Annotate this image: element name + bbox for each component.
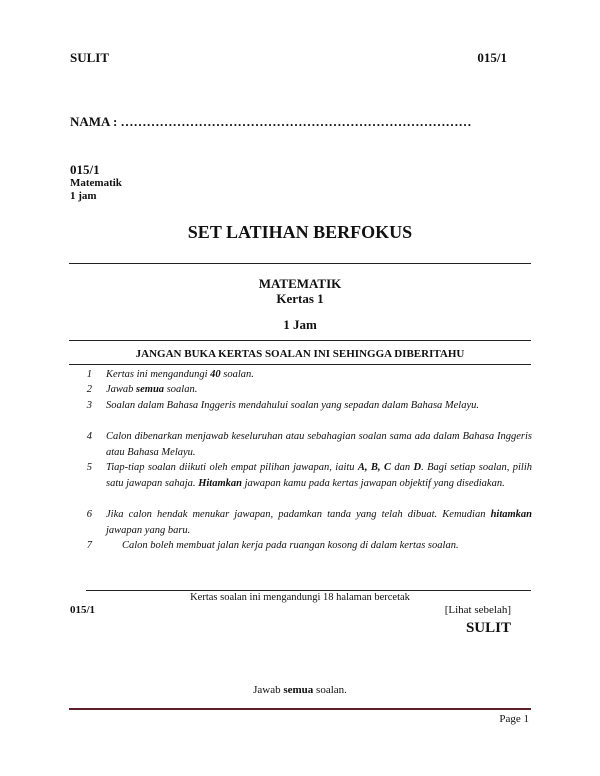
divider xyxy=(69,263,531,264)
instruction-text: Tiap-tiap soalan diikuti oleh empat pilihan jawapan, iaitu A, B, C dan D. Bagi setiap soalan, pilih satu jawapan sahaja. Hitamkan jawapan kamu pada kertas jawapan objektif yang disediakan. xyxy=(106,462,532,489)
see-next-page-label: [Lihat sebelah] xyxy=(444,604,511,616)
classification-label: SULIT xyxy=(70,50,110,65)
paper-duration: 1 jam xyxy=(70,190,97,202)
instruction-item xyxy=(80,538,532,554)
divider xyxy=(69,364,531,365)
instruction-item xyxy=(80,382,532,398)
divider xyxy=(69,340,531,341)
instruction-item xyxy=(80,507,532,538)
instruction-item xyxy=(80,398,532,414)
instruction-item xyxy=(80,367,532,383)
instruction-number: 5 xyxy=(86,462,92,473)
page-number: Page 1 xyxy=(499,713,529,725)
page-footer-divider xyxy=(69,708,531,710)
instruction-number: 4 xyxy=(86,431,92,442)
answer-all-instruction: Jawab semua soalan. xyxy=(253,684,347,696)
instruction-item xyxy=(80,460,532,491)
instruction-number: 1 xyxy=(86,369,92,380)
subject-name: Matematik xyxy=(70,177,122,189)
paper-code-top: 015/1 xyxy=(477,50,507,65)
instruction-number: 7 xyxy=(86,540,92,551)
instruction-text: Calon boleh membuat jalan kerja pada ruangan kosong di dalam kertas soalan. xyxy=(122,540,459,551)
instruction-number: 3 xyxy=(86,400,92,411)
paper-code-bottom: 015/1 xyxy=(70,604,96,616)
instruction-text: Kertas ini mengandungi 40 soalan. xyxy=(106,369,254,380)
name-field-label: NAMA : ……………………………………………………………………… xyxy=(70,114,472,129)
instruction-number: 6 xyxy=(86,509,92,520)
page-title: SET LATIHAN BERFOKUS xyxy=(187,222,413,242)
duration-heading: 1 Jam xyxy=(283,317,317,332)
classification-label-bottom: SULIT xyxy=(465,620,511,636)
instruction-item xyxy=(80,429,532,460)
instruction-text: Jika calon hendak menukar jawapan, padamkan tanda yang telah dibuat. Kemudian hitamkan jawapan yang baru. xyxy=(106,509,532,536)
instruction-number: 2 xyxy=(86,384,92,395)
paper-heading: Kertas 1 xyxy=(276,291,324,306)
instruction-text: Jawab semua soalan. xyxy=(106,384,198,395)
instruction-text: Calon dibenarkan menjawab keseluruhan atau sebahagian soalan sama ada dalam Bahasa Inggeris atau Bahasa Melayu. xyxy=(106,431,532,458)
page-count-note: Kertas soalan ini mengandungi 18 halaman bercetak xyxy=(190,592,410,603)
warning-heading: JANGAN BUKA KERTAS SOALAN INI SEHINGGA DIBERITAHU xyxy=(135,348,465,360)
paper-code: 015/1 xyxy=(70,162,100,177)
divider xyxy=(86,590,531,591)
subject-heading: MATEMATIK xyxy=(258,276,342,291)
instruction-text: Soalan dalam Bahasa Inggeris mendahului soalan yang sepadan dalam Bahasa Melayu. xyxy=(106,400,480,411)
